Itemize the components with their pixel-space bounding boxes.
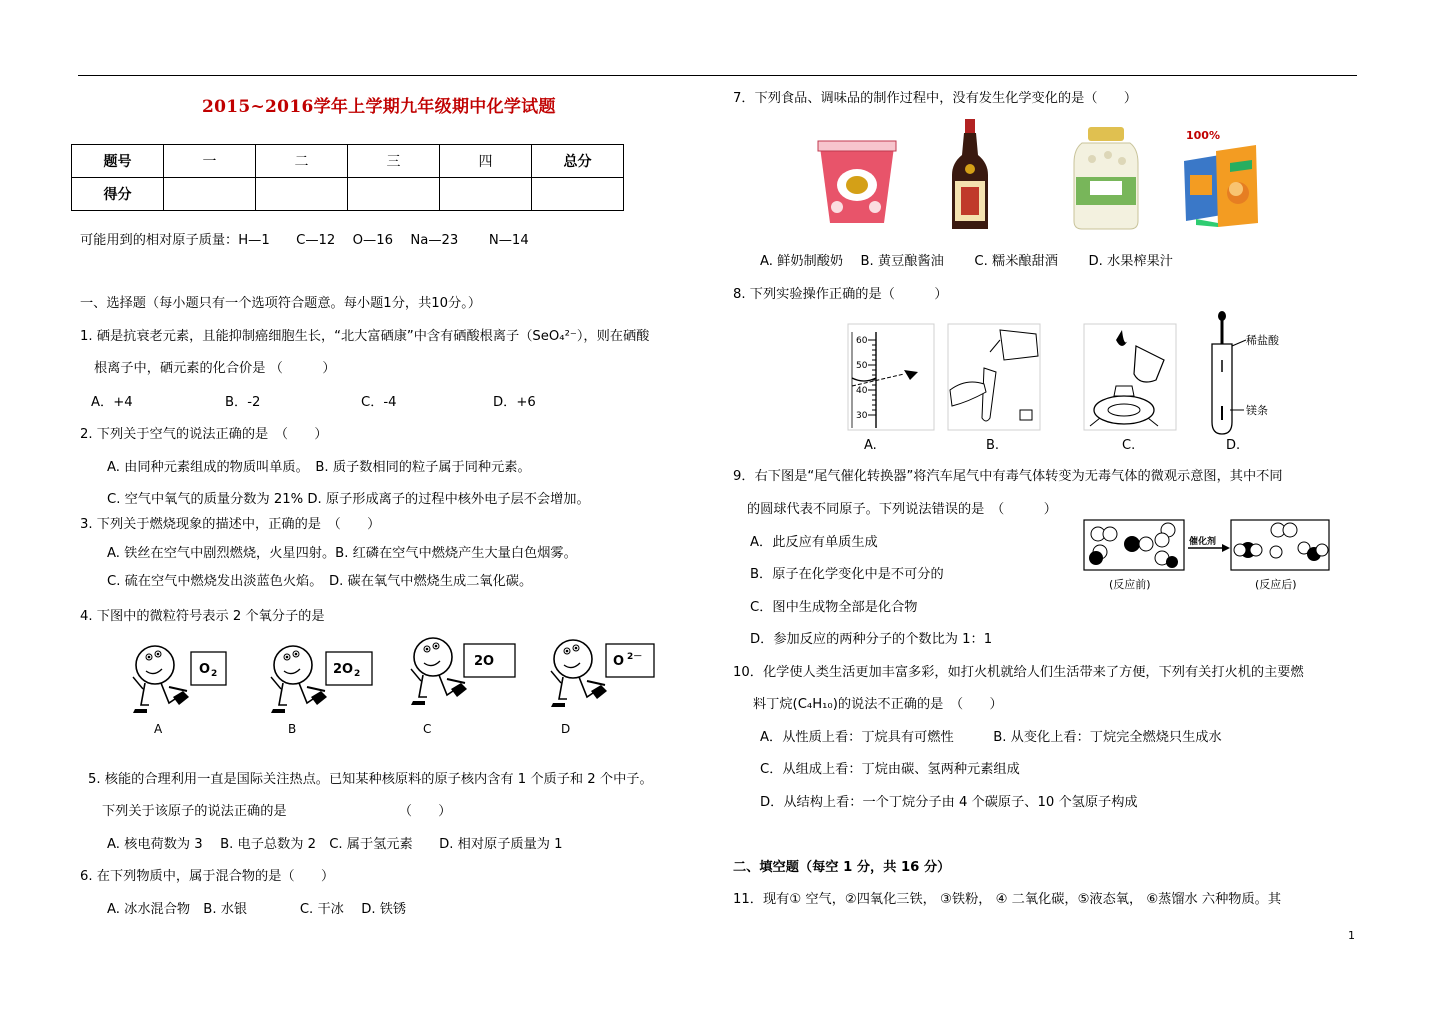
q8-caption-d: D.: [1226, 438, 1241, 453]
q6-stem: 6. 在下列物质中，属于混合物的是（ ）: [80, 869, 335, 884]
q7-options: A. 鲜奶制酸奶 B. 黄豆酿酱油 C. 糯米酿甜酒 D. 水果榨果汁: [760, 254, 1173, 269]
score-cell: 四: [440, 145, 532, 178]
q8-caption-c: C.: [1122, 438, 1136, 453]
q9-stem-cont: 的圆球代表不同原子。下列说法错误的是 （ ）: [747, 502, 1057, 517]
formula-c-main: 2O: [474, 654, 495, 669]
atomic-mass-line: 可能用到的相对原子质量：H—1 C—12 O—16 Na—23 N—14: [80, 233, 529, 248]
q2-options-cd: C. 空气中氧气的质量分数为 21% D. 原子形成离子的过程中核外电子层不会增加。: [107, 492, 590, 507]
catalyst-label: 催化剂: [1189, 537, 1217, 547]
exam-title: 2015~2016学年上学期九年级期中化学试题: [202, 97, 556, 117]
score-cell: 总分: [532, 145, 624, 178]
q1-option-c: C．-4: [361, 395, 397, 410]
section-2-heading: 二、填空题（每空 1 分，共 16 分）: [733, 860, 951, 875]
scale-label-30: 30: [856, 411, 868, 421]
score-cell: [164, 178, 256, 211]
q2-stem: 2. 下列关于空气的说法正确的是 （ ）: [80, 427, 328, 442]
score-cell: 得分: [72, 178, 164, 211]
q1-option-b: B．-2: [225, 395, 261, 410]
q7-figure: [812, 115, 1272, 235]
q4-label-d: D: [561, 722, 571, 736]
juice-cartons-image: [1184, 123, 1258, 227]
q4-label-b: B: [288, 722, 297, 736]
q9-option-a: A．此反应有单质生成: [750, 535, 878, 550]
q10-option-d: D．从结构上看：一个丁烷分子由 4 个碳原子、10 个氢原子构成: [760, 795, 1138, 810]
formula-b-sub: 2: [354, 669, 361, 679]
q3-options-cd: C. 硫在空气中燃烧发出淡蓝色火焰。 D. 碳在氧气中燃烧生成二氧化碳。: [107, 574, 533, 589]
magnesium-strip-label: 镁条: [1246, 404, 1268, 417]
score-cell: [532, 178, 624, 211]
score-cell: [348, 178, 440, 211]
q4-figure: [115, 635, 675, 740]
q1-option-a: A．+4: [91, 395, 133, 410]
score-cell: 一: [164, 145, 256, 178]
q9-stem: 9．右下图是“尾气催化转换器”将汽车尾气中有毒气体转变为无毒气体的微观示意图，其中不同: [733, 469, 1283, 484]
q10-stem-cont: 料丁烷(C₄H₁₀)的说法不正确的是 （ ）: [753, 697, 1003, 712]
cartoon-molecule-d: [551, 640, 607, 707]
q11-stem: 11．现有① 空气，②四氧化三铁， ③铁粉， ④ 二氧化碳，⑤液态氧， ⑥蒸馏水 六种物质。其: [733, 892, 1282, 907]
rice-wine-jar-image: [1074, 127, 1138, 229]
q10-option-c: C．从组成上看：丁烷由碳、氢两种元素组成: [760, 762, 1020, 777]
q1-option-d: D．+6: [493, 395, 536, 410]
q3-stem: 3. 下列关于燃烧现象的描述中，正确的是 （ ）: [80, 517, 381, 532]
page-number: 1: [1348, 929, 1355, 942]
cartoon-molecule-a: [133, 646, 189, 713]
formula-a-sub: 2: [211, 669, 218, 679]
q4-label-a: A: [154, 722, 163, 736]
q1-stem: 1. 硒是抗衰老元素，且能抑制癌细胞生长，“北大富硒康”中含有硒酸根离子（SeO₄²⁻），则在硒酸: [80, 329, 650, 344]
q9-option-b: B．原子在化学变化中是不可分的: [750, 567, 944, 582]
yogurt-cup-image: [818, 141, 896, 223]
q8-caption-a: A.: [864, 438, 877, 453]
q4-stem: 4. 下图中的微粒符号表示 2 个氧分子的是: [80, 609, 325, 624]
formula-d-sup: 2－: [627, 652, 643, 662]
score-cell: 二: [256, 145, 348, 178]
q9-figure: [1082, 518, 1332, 593]
q1-stem-cont: 根离子中，硒元素的化合价是 （ ）: [94, 361, 336, 376]
q5-stem-cont: 下列关于该原子的说法正确的是 （ ）: [102, 804, 452, 819]
score-table: [71, 144, 624, 211]
q2-options-ab: A. 由同种元素组成的物质叫单质。 B. 质子数相同的粒子属于同种元素。: [107, 460, 531, 475]
q8-figure: [840, 310, 1300, 455]
score-cell: 题号: [72, 145, 164, 178]
acid-label: 稀盐酸: [1246, 334, 1279, 347]
formula-a-main: O: [199, 662, 211, 677]
pouring-liquid-image: [948, 324, 1040, 430]
q6-options: A. 冰水混合物 B. 水银 C. 干冰 D. 铁锈: [107, 902, 407, 917]
formula-b-main: 2O: [333, 662, 354, 677]
q3-options-ab: A. 铁丝在空气中剧烈燃烧，火星四射。B. 红磷在空气中燃烧产生大量白色烟雾。: [107, 546, 577, 561]
q5-stem: 5. 核能的合理利用一直是国际关注热点。已知某种核原料的原子核内含有 1 个质子和 2 个中子。: [88, 772, 653, 787]
alcohol-lamp-image: [1084, 324, 1176, 430]
q7-stem: 7．下列食品、调味品的制作过程中，没有发生化学变化的是（ ）: [733, 91, 1138, 106]
after-label: (反应后): [1255, 578, 1297, 591]
cartoon-molecule-b: [271, 646, 327, 713]
before-label: (反应前): [1109, 578, 1151, 591]
q8-stem: 8. 下列实验操作正确的是（ ）: [733, 287, 948, 302]
scale-label-50: 50: [856, 361, 868, 371]
score-cell: [440, 178, 532, 211]
q5-options: A. 核电荷数为 3 B. 电子总数为 2 C. 属于氢元素 D. 相对原子质量为 1: [107, 837, 563, 852]
score-cell: 三: [348, 145, 440, 178]
scale-label-40: 40: [856, 386, 868, 396]
soy-sauce-bottle-image: [952, 119, 988, 229]
q9-option-c: C．图中生成物全部是化合物: [750, 600, 918, 615]
juice-percent-label: 100%: [1186, 129, 1220, 142]
test-tube-image: [1212, 311, 1280, 434]
q10-options-ab: A．从性质上看：丁烷具有可燃性 B. 从变化上看：丁烷完全燃烧只生成水: [760, 730, 1222, 745]
score-cell: [256, 178, 348, 211]
q4-label-c: C: [423, 722, 432, 736]
section-1-heading: 一、选择题（每小题只有一个选项符合题意。每小题1分，共10分。）: [80, 296, 482, 311]
q8-caption-b: B.: [986, 438, 1000, 453]
graduated-cylinder-image: [848, 324, 934, 430]
formula-d-main: O: [613, 654, 625, 669]
q10-stem: 10．化学使人类生活更加丰富多彩，如打火机就给人们生活带来了方便，下列有关打火机的主要燃: [733, 665, 1304, 680]
q9-option-d: D．参加反应的两种分子的个数比为 1：1: [750, 632, 993, 647]
header-rule: [78, 75, 1357, 76]
scale-label-60: 60: [856, 336, 868, 346]
cartoon-molecule-c: [411, 638, 467, 705]
